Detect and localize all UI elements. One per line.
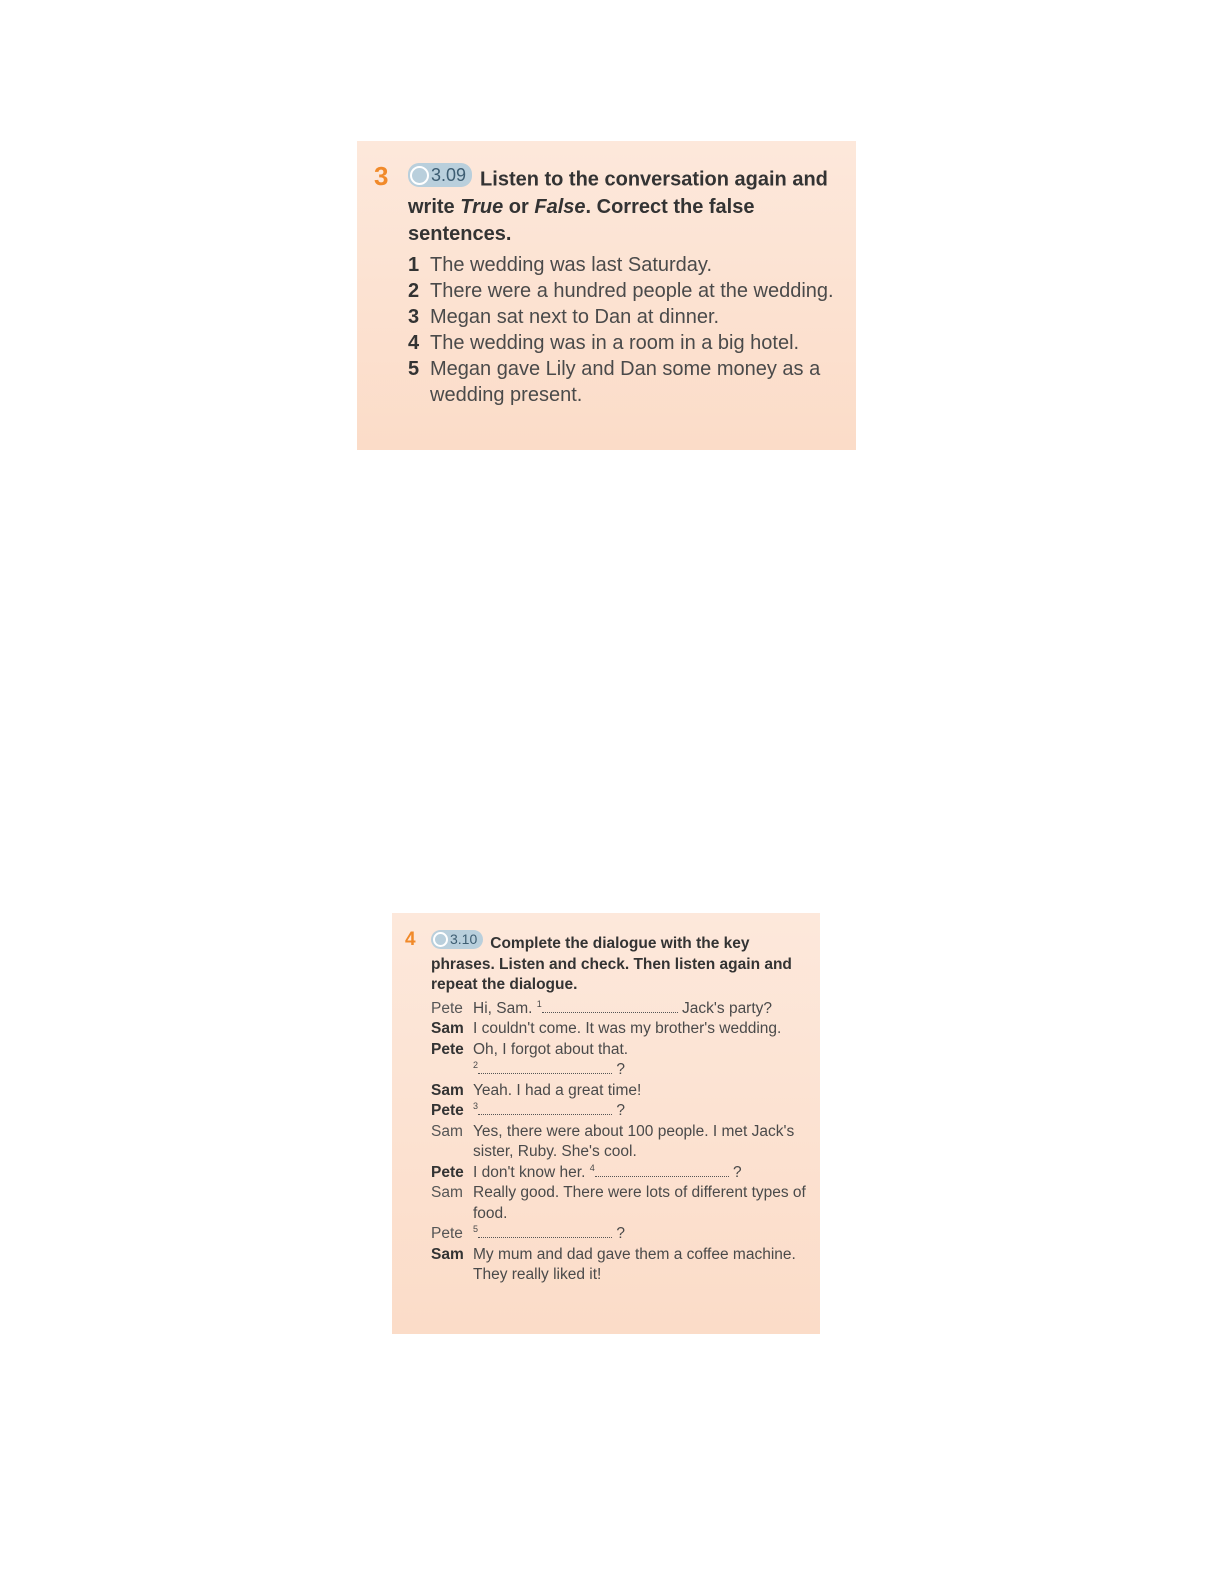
gap-number: 3	[473, 1101, 479, 1111]
item-text: The wedding was last Saturday.	[430, 253, 713, 276]
speech-text: ?	[612, 1061, 625, 1078]
dialogue-line	[431, 1224, 808, 1245]
speech-text: Jack's party?	[677, 999, 773, 1017]
dialogue-line	[431, 999, 808, 1020]
speaker: Pete	[431, 1225, 463, 1242]
item-number: 2	[408, 279, 420, 302]
speaker: Sam	[431, 1245, 464, 1263]
speaker: Pete	[431, 999, 463, 1017]
answer-gap[interactable]	[478, 1060, 612, 1074]
gap-number: 4	[589, 1162, 595, 1173]
item-number: 5	[408, 357, 420, 380]
gap-number: 5	[473, 1224, 479, 1234]
speech-text: ?	[612, 1102, 625, 1119]
audio-track-number: 3.10	[450, 931, 478, 948]
speaker: Pete	[431, 1040, 464, 1058]
speech	[473, 1224, 808, 1245]
speech: Really good. There were lots of different types of food.	[473, 1184, 806, 1222]
list-item	[408, 278, 840, 304]
speech	[473, 1101, 808, 1122]
instruction-or: or	[503, 195, 535, 218]
item-text: Megan sat next to Dan at dinner.	[430, 305, 720, 328]
item-text: Megan gave Lily and Dan some money as a wedding present.	[430, 357, 821, 406]
item-text: The wedding was in a room in a big hotel.	[430, 331, 800, 354]
item-text: There were a hundred people at the wedding.	[430, 279, 834, 302]
speech: My mum and dad gave them a coffee machine. They really liked it!	[473, 1245, 796, 1283]
exercise-number: 4	[405, 929, 416, 950]
speech	[473, 999, 808, 1020]
speech	[473, 1040, 808, 1081]
item-number: 4	[408, 331, 420, 354]
speech: Yes, there were about 100 people. I met Jack's sister, Ruby. She's cool.	[473, 1122, 795, 1160]
speech: I couldn't come. It was my brother's wedding.	[473, 1020, 782, 1037]
list-item	[408, 304, 840, 330]
audio-track-badge[interactable]	[408, 163, 472, 187]
instruction-true: True	[460, 195, 504, 218]
exercise-3-box	[357, 141, 856, 450]
dialogue-line	[431, 1163, 808, 1184]
audio-cd-icon	[433, 932, 448, 947]
answer-gap[interactable]	[595, 1163, 729, 1177]
dialogue-line	[431, 1183, 808, 1224]
speaker: Pete	[431, 1163, 464, 1181]
speaker: Pete	[431, 1102, 464, 1119]
dialogue-line	[431, 1081, 808, 1102]
instruction-text: Complete the dialogue with the key phrases. Listen and check. Then listen again and repeat the dialogue.	[431, 935, 792, 993]
dialogue	[431, 999, 808, 1286]
dialogue-line	[431, 1101, 808, 1122]
list-item	[408, 330, 840, 356]
item-number: 1	[408, 253, 420, 276]
instruction-text-end: . Correct the false sentences.	[408, 195, 755, 245]
item-number: 3	[408, 305, 420, 328]
speech-text: ?	[612, 1225, 625, 1242]
speech	[473, 1163, 808, 1184]
exercise-instruction	[431, 930, 808, 996]
speaker: Sam	[431, 1184, 463, 1201]
gap-number: 1	[536, 998, 542, 1009]
speech-text: I don't know her.	[473, 1163, 590, 1181]
speech-text: ?	[728, 1163, 742, 1181]
list-item	[408, 252, 840, 278]
speaker: Sam	[431, 1081, 464, 1099]
dialogue-line	[431, 1019, 808, 1040]
instruction-false: False	[534, 195, 586, 218]
dialogue-line	[431, 1122, 808, 1163]
exercise-instruction	[408, 163, 840, 248]
answer-gap[interactable]	[478, 1224, 612, 1238]
gap-number: 2	[473, 1060, 479, 1070]
answer-gap[interactable]	[478, 1101, 612, 1115]
speaker: Sam	[431, 1122, 463, 1140]
list-item	[408, 356, 840, 408]
speech-text: Oh, I forgot about that.	[473, 1040, 629, 1058]
dialogue-line	[431, 1040, 808, 1081]
statement-list	[408, 252, 840, 408]
audio-track-number: 3.09	[431, 164, 467, 185]
instruction-text: Listen to the conversation again and write	[408, 168, 828, 218]
audio-cd-icon	[410, 166, 429, 185]
speech: Yeah. I had a great time!	[473, 1081, 642, 1099]
exercise-number: 3	[374, 161, 389, 191]
speaker: Sam	[431, 1020, 464, 1037]
dialogue-line	[431, 1245, 808, 1286]
speech-text: Hi, Sam.	[473, 999, 537, 1017]
audio-track-badge[interactable]	[431, 930, 483, 949]
answer-gap[interactable]	[542, 999, 678, 1013]
exercise-4-box	[392, 913, 820, 1334]
